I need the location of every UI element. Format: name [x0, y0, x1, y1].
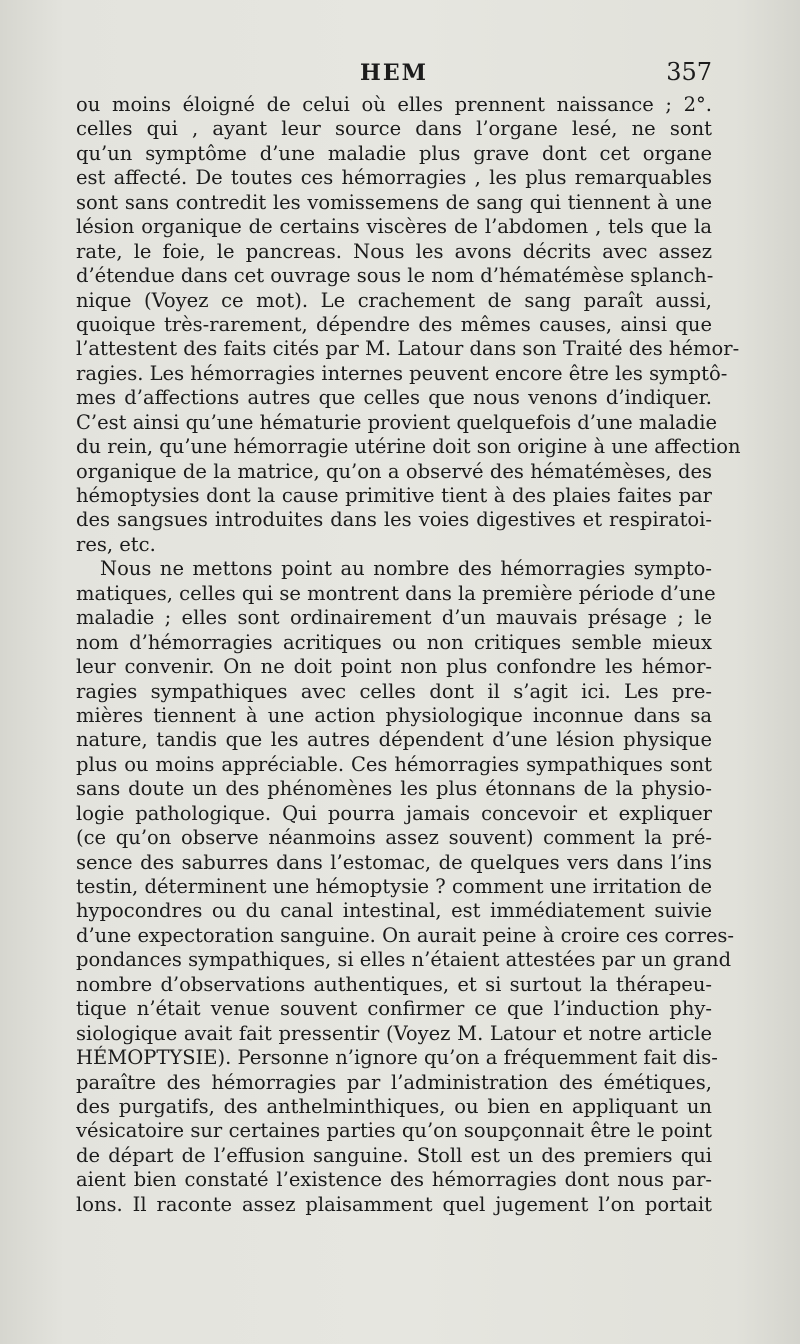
- text-line: celles qui , ayant leur source dans l’organe lesé, ne sont: [76, 117, 712, 141]
- text-line: est affecté. De toutes ces hémorragies , les plus remarquables: [76, 166, 712, 190]
- text-line: ragies sympathiques avec celles dont il s’agit ici. Les pre-: [76, 679, 712, 703]
- text-line: sans doute un des phénomènes les plus étonnans de la physio-: [76, 777, 712, 801]
- text-line: testin, déterminent une hémoptysie ? comment une irritation de: [76, 875, 712, 898]
- text-line: HÉMOPTYSIE). Personne n’ignore qu’on a fréquemment fait dis-: [76, 1046, 718, 1070]
- page-header: [76, 60, 712, 96]
- text-line: nombre d’observations authentiques, et si surtout la thérapeu-: [76, 972, 712, 996]
- text-line: quoique très-rarement, dépendre des mêmes causes, ainsi que: [76, 312, 712, 336]
- running-title: HEM: [360, 60, 428, 86]
- text-line: d’une expectoration sanguine. On aurait peine à croire ces corres-: [76, 923, 734, 947]
- text-line: (ce qu’on observe néanmoins assez souvent) comment la pré-: [76, 826, 712, 850]
- text-line: pondances sympathiques, si elles n’étaient attestées par un grand: [76, 948, 732, 972]
- text-line: des purgatifs, des anthelminthiques, ou bien en appliquant un: [76, 1094, 712, 1118]
- text-line-paragraph-start: Nous ne mettons point au nombre des hémorragies sympto-: [100, 557, 712, 581]
- text-line: lésion organique de certains viscères de l’abdomen , tels que la: [76, 215, 712, 239]
- text-line: lons. Il raconte assez plaisamment quel jugement l’on portait: [76, 1192, 712, 1216]
- text-line: aient bien constaté l’existence des hémorragies dont nous par-: [76, 1168, 712, 1192]
- text-line: logie pathologique. Qui pourra jamais concevoir et expliquer: [76, 801, 712, 825]
- text-line: tique n’était venue souvent confirmer ce que l’induction phy-: [76, 997, 712, 1021]
- text-line: hypocondres ou du canal intestinal, est immédiatement suivie: [76, 899, 712, 923]
- text-line: paraître des hémorragies par l’administration des émétiques,: [76, 1070, 712, 1094]
- text-line: nom d’hémorragies acritiques ou non critiques semble mieux: [76, 630, 712, 654]
- text-line: vésicatoire sur certaines parties qu’on soupçonnait être le point: [76, 1119, 712, 1143]
- text-line: mières tiennent à une action physiologique inconnue dans sa: [76, 703, 712, 727]
- text-line: ou moins éloigné de celui où elles prennent naissance ; 2°.: [76, 93, 712, 116]
- text-line: leur convenir. On ne doit point non plus confondre les hémor-: [76, 655, 712, 679]
- text-line: plus ou moins appréciable. Ces hémorragies sympathiques sont: [76, 752, 712, 776]
- text-line: rate, le foie, le pancreas. Nous les avons décrits avec assez: [76, 239, 712, 263]
- text-line: siologique avait fait pressentir (Voyez M. Latour et notre article: [76, 1021, 712, 1045]
- text-line: du rein, qu’une hémorragie utérine doit son origine à une affection: [76, 435, 741, 459]
- text-line: maladie ; elles sont ordinairement d’un mauvais présage ; le: [76, 606, 712, 630]
- text-line: C’est ainsi qu’une hématurie provient quelquefois d’une maladie: [76, 410, 718, 434]
- text-line: matiques, celles qui se montrent dans la première période d’une: [76, 581, 716, 605]
- text-line: sont sans contredit les vomissemens de sang qui tiennent à une: [76, 190, 712, 214]
- text-line: organique de la matrice, qu’on a observé des hématémèses, des: [76, 459, 712, 483]
- text-line: l’attestent des faits cités par M. Latour dans son Traité des hémor-: [76, 337, 740, 361]
- text-line-paragraph-end: res, etc.: [76, 532, 156, 556]
- body-text: [76, 93, 741, 1217]
- page-number: 357: [666, 58, 712, 86]
- text-line: ragies. Les hémorragies internes peuvent encore être les symptô-: [76, 361, 728, 385]
- text-line: des sangsues introduites dans les voies digestives et respiratoi-: [76, 508, 712, 532]
- text-line: hémoptysies dont la cause primitive tient à des plaies faites par: [76, 484, 712, 507]
- text-line: sence des saburres dans l’estomac, de quelques vers dans l’ins: [76, 850, 712, 874]
- text-line: de départ de l’effusion sanguine. Stoll est un des premiers qui: [76, 1143, 712, 1167]
- text-line: nature, tandis que les autres dépendent d’une lésion physique: [76, 728, 712, 752]
- text-line: nique (Voyez ce mot). Le crachement de sang paraît aussi,: [76, 288, 712, 312]
- text-line: mes d’affections autres que celles que nous venons d’indiquer.: [76, 386, 712, 410]
- text-line: qu’un symptôme d’une maladie plus grave dont cet organe: [76, 141, 712, 165]
- text-line: d’étendue dans cet ouvrage sous le nom d’hématémèse splanch-: [76, 264, 714, 288]
